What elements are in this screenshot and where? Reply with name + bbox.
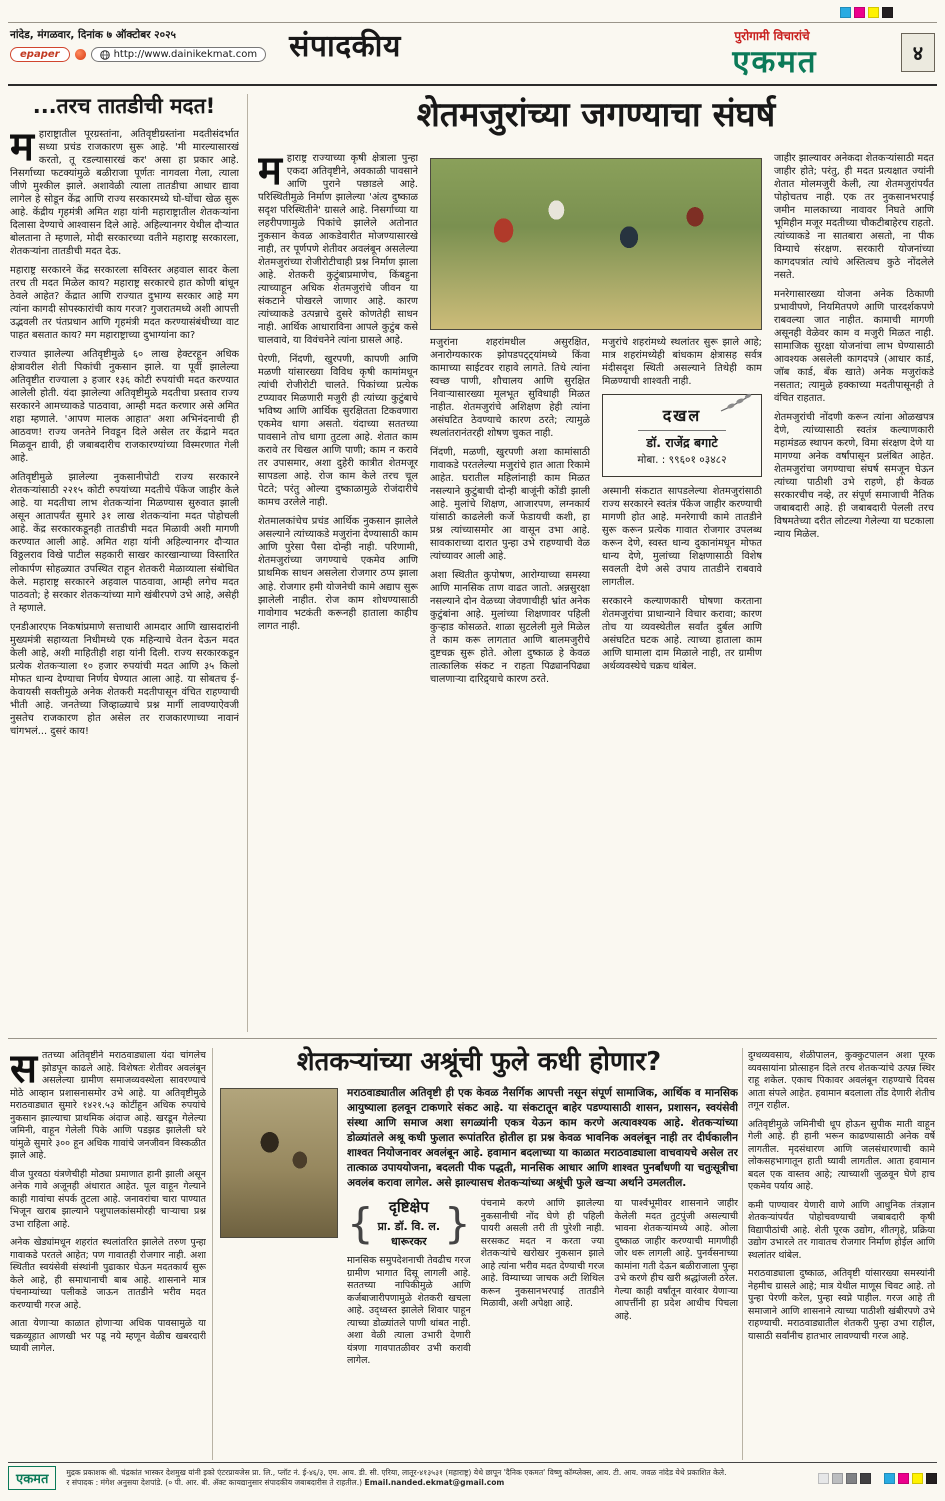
page-number: ४ [901, 33, 935, 72]
bottom-left-paragraph: आता येणाऱ्या काळात होणाऱ्या अधिक पावसामुळे या चक्रव्यूहात आणखी भर पडू नये म्हणून वेळीच खबरदारी घ्यावी लागेल. [10, 1318, 206, 1354]
main-paragraph: शेतमालकांचेच प्रचंड आर्थिक नुकसान झालेले असल्याने त्यांच्याकडे मजुरांना देण्यासाठी काम आणि पुरेसा पैसा दोन्ही नाही. परिणामी, शेतमजुरांच्या जगण्याचे एकमेव आणि प्राथमिक साधन असलेला रोजगार ठप्प झाला आहे. रोजगार हमी योजनेची कामे अद्याप सुरू झालेली नाहीत. रोज काम शोधण्यासाठी गावोगाव भटकंती करूनही हाताला काहीच लागत नाही. [258, 516, 418, 632]
registration-marks-footer-color [881, 1473, 937, 1484]
main-paragraph: जाहीर झाल्यावर अनेकदा शेतकऱ्यांसाठी मदत जाहीर होते; परंतु, ही मदत प्रत्यक्षात ज्यांनी शेतात मोलमजुरी केली, त्या शेतमजुरांपर्यंत पोहोचतच नाही. एक तर नुकसानभरपाई जमीन मालकाच्या नावावर निघते आणि भूमिहीन मजूर मदतीच्या चौकटीबाहेरच राहतो. त्यांच्याकडे ना सातबारा असतो, ना पीक विम्याचे संरक्षण. सरकारी योजनांच्या कागदपत्रांत त्यांचे अस्तित्वच कुठे नोंदलेले नसते. [774, 153, 934, 282]
main-paragraph: पेरणी, निंदणी, खुरपणी, कापणी आणि मळणी यांसारख्या विविध कृषी कामांमधून त्यांची रोजीरोटी चालते. पिकांच्या प्रत्येक टप्प्यावर मिळणारी मजुरी ही त्यांच्या कुटुंबाचे भविष्य आणि आर्थिक सुरक्षितता टिकवणारा एकमेव धागा असतो. यंदाच्या सततच्या पावसाने तोच धागा तुटला आहे. शेतात काम करावे तर चिखल आणि पाणी; काम न करावे तर उपासमार, अशा दुहेरी कात्रीत शेतमजूर सापडला आहे. रोज काम केले तरच चूल पेटते; परंतु ओल्या दुष्काळामुळे रोजंदारीचे कामच उरलेले नाही. [258, 354, 418, 509]
registration-marks-header [837, 7, 893, 18]
footer-email: Email.nanded.ekmat@gmail.com [364, 1478, 505, 1487]
bottom-main-intro: मराठवाड्यातील अतिवृष्टी ही एक केवळ नैसर्गिक आपत्ती नसून संपूर्ण सामाजिक, आर्थिक व मानसिक आयुष्याला हलवून टाकणारे संकट आहे. या संकटातून बाहेर पडण्यासाठी शासन, प्रशासन, स्वयंसेवी संस्था आणि समाज अशा सगळ्यांनी एकत्र येऊन काम करणे अत्यावश्यक आहे. शेतकऱ्यांच्या डोळ्यांतले अश्रू कधी फुलात रूपांतरित होतील हा प्रश्न केवळ भावनिक अवलंबून नाही तर दीर्घकालीन शाश्वत नियोजनावर अवलंबून आहे. हवामान बदलाच्या या काळात मराठवाड्याला वाचवायचे असेल तर तात्काळ उपाययोजना, बदलती पीक पद्धती, मानसिक आधार आणि शाश्वत पुनर्बांधणी या चतुःसूत्रीचा अवलंब करावा लागेल. असे झाल्यासच शेतकऱ्यांच्या अश्रूंची फुले खऱ्या अर्थाने उमलतील. [347, 1087, 738, 1190]
footer [8, 1466, 937, 1490]
editorial-dropcap: म [10, 128, 34, 170]
main-paragraph: महाराष्ट्र राज्याच्या कृषी क्षेत्राला पुन्हा एकदा अतिवृष्टीने, अवकाळी पावसाने आणि पुराने पछाडले आहे. परिस्थितीमुळे निर्माण झालेल्या 'अंत्य दुष्काळ सदृश परिस्थितीने' ग्रासले आहे. निसर्गाच्या या लहरीपणामुळे पिकांचे झालेले अतोनात नुकसान केवळ आकडेवारीत मोजण्यासारखे नाही, तर पूर्णपणे शेतीवर अवलंबून असलेल्या शेतमजुरांच्या रोजीरोटीचाही प्रश्न निर्माण झाला आहे. शेतकरी कुटुंबाप्रमाणेच, किंबहुना त्याच्याहून अधिक शेतमजुरांचे जीवन या संकटाने पोखरले जाणार आहे. कारण त्यांच्याकडे उत्पन्नाचे दुसरे कोणतेही साधन नाही. आर्थिक आधाराविना आपले कुटुंब कसे चालवावे, या विवंचनेने त्यांना ग्रासले आहे. [258, 152, 418, 347]
author-box-divider [638, 430, 726, 431]
bottom-main-paragraph: पंचनामे करणे आणि झालेल्या नुकसानीची नोंद घेणे ही पहिली पायरी असली तरी ती पुरेशी नाही. सरसकट मदत न करता ज्या शेतकऱ्यांचे खरोखर नुकसान झाले आहे त्यांना भरीव मदत देण्याची गरज आहे. विम्याच्या जाचक अटी शिथिल करून नुकसानभरपाई तातडीने मिळावी, अशी अपेक्षा आहे. [480, 1198, 605, 1310]
main-paragraph: अस्मानी संकटात सापडलेल्या शेतमजुरांसाठी राज्य सरकारने स्वतंत्र पॅकेज जाहीर करण्याची मागणी होत आहे. मनरेगाची कामे तातडीने सुरू करून प्रत्येक गावात रोजगार उपलब्ध करून देणे, स्वस्त धान्य दुकानांमधून मोफत धान्य देणे, मुलांच्या शिक्षणासाठी विशेष सवलती देणे असे उपाय तातडीने राबवावे लागतील. [602, 485, 762, 589]
bottom-right-article [748, 1050, 935, 1460]
author-box-title: दृष्टिक्षेप [388, 1198, 429, 1217]
bottom-right-paragraph: कमी पाण्यावर येणारी वाणे आणि आधुनिक तंत्रज्ञान शेतकऱ्यांपर्यंत पोहोचवण्याची जबाबदारी कृषी विद्यापीठांची आहे. शेती पूरक उद्योग, शीतगृहे, प्रक्रिया उद्योग उभारले तर गावातच रोजगार निर्माण होईल आणि स्थलांतर थांबेल. [748, 1199, 935, 1261]
column-rule-bottom-left [212, 1048, 213, 1460]
epaper-icon [75, 49, 86, 60]
main-paragraph: शेतमजुरांची नोंदणी करून त्यांना ओळखपत्र देणे, त्यांच्यासाठी स्वतंत्र कल्याणकारी महामंडळ स्थापन करणे, विमा संरक्षण देणे या मागण्या अनेक वर्षांपासून प्रलंबित आहेत. शेतमजुरांचा जगण्याचा संघर्ष समजून घेऊन त्यांच्या पाठीशी उभे राहणे, ही केवळ सरकारचीच नव्हे, तर संपूर्ण समाजाची नैतिक जबाबदारी आहे. ही जबाबदारी पेलली तरच विषमतेच्या दरीत लोटल्या गेलेल्या या घटकाला न्याय मिळेल. [774, 412, 934, 541]
epaper-bar [10, 47, 266, 62]
author-phone: मोबा. : ९९६०१ ०३४८२ [637, 453, 727, 466]
bottom-left-paragraph: वीज पुरवठा यंत्रणेचीही मोठ्या प्रमाणात हानी झाली असून अनेक गावे अजूनही अंधारात आहेत. पूल वाहून गेल्याने काही गावांचा संपर्क तुटला आहे. जनावरांचा चारा पाण्यात भिजून खराब झाल्याने पशुपालकांसमोरही चाऱ्याचा प्रश्न उभा राहिला आहे. [10, 1168, 206, 1230]
bottom-main-column-2 [481, 1198, 605, 1368]
dateline: नांदेड, मंगळवार, दिनांक ७ ऑक्टोबर २०२५ [10, 29, 176, 41]
epaper-button[interactable]: epaper [10, 47, 70, 62]
bottom-right-paragraph: मराठवाड्याला दुष्काळ, अतिवृष्टी यांसारख्या समस्यांनी नेहमीच ग्रासले आहे; मात्र येथील माणूस चिवट आहे. तो पुन्हा पेरणी करेल, पुन्हा स्वप्ने पाहील. गरज आहे ती समाजाने आणि शासनाने त्याच्या पाठीशी खंबीरपणे उभे राहण्याची. मराठवाड्यातील शेतकरी पुन्हा उभा राहील, यासाठी सर्वांनीच हातभार लावण्याची गरज आहे. [748, 1268, 935, 1342]
registration-marks-footer-gray [815, 1473, 871, 1484]
bottom-left-article [10, 1050, 206, 1460]
bottom-main-column-1 [347, 1198, 471, 1368]
author-name: डॉ. राजेंद्र बगाटे [646, 435, 718, 451]
bottom-right-paragraph: अतिवृष्टीमुळे जमिनीची धूप होऊन सुपीक माती वाहून गेली आहे. ही हानी भरून काढण्यासाठी अनेक वर्षे लागतील. मृदसंधारण आणि जलसंधारणाची कामे लोकसहभागातून हाती घ्यावी लागतील. आता हवामान बदल एक वास्तव आहे; त्याच्याशी जुळवून घेणे हाच एकमेव पर्याय आहे. [748, 1118, 935, 1192]
main-paragraph: मजुरांचे शहरांमध्ये स्थलांतर सुरू झाले आहे; मात्र शहरांमध्येही बांधकाम क्षेत्रासह सर्वत्र मंदीसदृश स्थिती असल्याने तिथेही काम मिळण्याची शाश्वती नाही. [602, 337, 762, 388]
editorial-paragraph: महाराष्ट्र सरकारने केंद्र सरकारला सविस्तर अहवाल सादर केला तरच ती मदत मिळेल काय? महाराष्ट्र सरकारचे हात कोणी बांधून ठेवले आहेत? केंद्रात आणि राज्यात दुभाग्य सरकार आहे मग त्यांना कागदी सोपस्कारांची काय गरज? गुजरातमध्ये अशी आपत्ती उद्भवली तर पंतप्रधान आणि गृहमंत्री मदत करण्यासंबंधीच्या वाट पाहत बसतात काय? मग महाराष्ट्राच्या दुभाग्यांना का? [10, 265, 239, 342]
main-article-photo [430, 158, 762, 330]
main-column-1 [258, 152, 418, 1032]
editorial-body [10, 128, 239, 1030]
globe-icon [100, 50, 110, 60]
bottom-left-paragraph: अनेक खेड्यांमधून शहरांत स्थलांतरित झालेले तरुण पुन्हा गावाकडे परतले आहेत; पण गावातही रोजगार नाही. अशा स्थितीत स्वयंसेवी संस्थांनी पुढाकार घेऊन मदतकार्य सुरू केले आहे, ही समाधानाची बाब आहे. शासनाने मात्र पंचनाम्यांच्या पलीकडे जाऊन तातडीने भरीव मदत करण्याची गरज आहे. [10, 1237, 206, 1311]
bottom-article-photo [220, 1088, 338, 1238]
section-title: संपादकीय [289, 29, 401, 64]
footer-rule [8, 1462, 937, 1463]
author-name: प्रा. डॉ. वि. ल. धारूरकर [377, 1220, 441, 1248]
main-dropcap: म [258, 152, 282, 194]
bottom-left-dropcap: स [10, 1050, 38, 1092]
main-paragraph: मनरेगासारख्या योजना अनेक ठिकाणी प्रभावीपणे, नियमितपणे आणि पारदर्शकपणे राबवल्या जात नाहीत. कामाची मागणी असूनही वेळेवर काम व मजुरी मिळत नाही. सामाजिक सुरक्षा योजनांचा लाभ घेण्यासाठी आवश्यक असलेली कागदपत्रे (आधार कार्ड, जॉब कार्ड, बँक खाते) अनेक मजुरांकडे नसतात; त्यामुळे हक्काच्या मदतीपासूनही ते वंचित राहतात. [774, 289, 934, 405]
bottom-main-paragraph: या पार्श्वभूमीवर शासनाने जाहीर केलेली मदत तुटपुंजी असल्याची भावना शेतकऱ्यांमध्ये आहे. ओला दुष्काळ जाहीर करण्याची मागणीही जोर धरू लागली आहे. पुनर्वसनाच्या कामांना गती देऊन बळीराजाला पुन्हा उभे करणे हीच खरी श्रद्धांजली ठरेल. गेल्या काही वर्षांतून वारंवार येणाऱ्या आपत्तींनी हा प्रदेश आधीच पिचला आहे. [614, 1198, 738, 1322]
editorial-paragraph: अतिवृष्टीमुळे झालेल्या नुकसानीपोटी राज्य सरकारने शेतकऱ्यांसाठी २२१५ कोटी रुपयांच्या मदतीचे पॅकेज जाहीर केले आहे. या मदतीचा लाभ शेतकऱ्यांना मिळण्यास सुरुवात झाली असून आतापर्यंत सुमारे ३१ लाख शेतकऱ्यांना मदत पोहोचली आहे. केंद्र सरकारकडूनही तातडीची मदत मिळावी अशी मागणी करण्यात आली आहे. अमित शहा यांनी अहिल्यानगर दौऱ्यात विठ्ठलराव विखे पाटील सहकारी साखर कारखान्याच्या विस्तारित लोकार्पण सोहळ्यात उपस्थित राहून शेतकरी मेळाव्याला संबोधित केले. महाराष्ट्र सरकारने अहवाल पाठवावा, आम्ही लगेच मदत पाठवतो; हे सरकार शेतकऱ्यांच्या मागे खंबीरपणे उभे आहे, असेही ते म्हणाले. [10, 472, 239, 614]
main-paragraph: मजुरांना शहरांमधील असुरक्षित, अनारोग्यकारक झोपडपट्ट्यांमध्ये किंवा कामाच्या साईटवर राहावे लागते. तिथे त्यांना स्वच्छ पाणी, शौचालय आणि सुरक्षित निवाऱ्यासारख्या मूलभूत सुविधाही मिळत नाहीत. शेतमजुरांचे अशिक्षण हेही त्यांना असंघटित ठेवण्याचे कारण ठरते; त्यामुळे स्थलांतरानंतरही शोषण चुकत नाही. [430, 337, 590, 440]
masthead-tagline: पुरोगामी विचारांचे [734, 29, 810, 43]
author-box-dakhal [602, 394, 762, 477]
author-box-drishtikshep [347, 1198, 471, 1249]
bottom-main-paragraph: मानसिक समुपदेशनाची तेवढीच गरज ग्रामीण भागात दिसू लागली आहे. सततच्या नापिकीमुळे आणि कर्जबाजारीपणामुळे शेतकरी खचला आहे. उद्ध्वस्त झालेले शिवार पाहून त्याच्या डोळ्यांतले पाणी थांबत नाही. अशा वेळी त्याला उभारी देणारी यंत्रणा गावपातळीवर उभी करावी लागेल. [347, 1255, 471, 1367]
header-bottom-rule [8, 84, 937, 86]
section-divider [8, 1038, 937, 1039]
bottom-left-paragraph: सततच्या अतिवृष्टीने मराठवाड्याला यंदा चांगलेच झोडपून काढले आहे. विशेषतः शेतीवर अवलंबून असलेल्या ग्रामीण समाजव्यवस्थेला सावरण्याचे मोठे आव्हान प्रशासनासमोर उभे आहे. या अतिवृष्टीमुळे मराठवाड्यात सुमारे १४२१.५३ कोटींहून अधिक रुपयांचे नुकसान झाल्याचा प्राथमिक अंदाज आहे. खरडून गेलेल्या जमिनी, वाहून गेलेली पिके आणि पडझड झालेली घरे यांमुळे सुमारे ३०० हून अधिक गावांचे जनजीवन विस्कळीत झाले आहे. [10, 1050, 206, 1161]
bottom-main-column-3 [614, 1198, 738, 1368]
bottom-main-columns [347, 1198, 738, 1368]
footer-imprint [66, 1468, 805, 1489]
editorial-paragraph: एनडीआरएफ निकषांप्रमाणे सत्ताधारी आमदार आणि खासदारांनी मुख्यमंत्री सहाय्यता निधीमध्ये एक महिन्याचे वेतन देऊन मदत केली आहे, अशी माहितीही शहा यांनी दिली. राज्य सरकारकडून प्रत्येक शेतकऱ्याला १० हजार रुपयांची मदत आणि ३५ किलो मोफत धान्य देण्याचा निर्णय घेण्यात आला आहे. या सोबतच ई-केवायसी सक्तीमुळे अनेक शेतकरी मदतीपासून वंचित राहण्याची भीती आहे. जनतेच्या जिव्हाळ्याचे प्रश्न मार्गी लावण्याऐवजी नुसतेच राजकारण होत असेल तर राजकारणाच्या नावानं चांगभलं... दुसरं काय! [10, 621, 239, 737]
bottom-main-lead [220, 1086, 738, 1191]
main-paragraph: सरकारने कल्याणकारी घोषणा करताना शेतमजुरांचा प्राधान्याने विचार करावा; कारण तोच या व्यवस्थेतील सर्वांत दुर्बल आणि असंघटित घटक आहे. त्याच्या हाताला काम आणि घामाला दाम मिळाले नाही, तर ग्रामीण अर्थव्यवस्थेचे चक्रच थांबेल. [602, 596, 762, 673]
editorial-paragraph: महाराष्ट्रातील पूरग्रस्तांना, अतिवृष्टीग्रस्तांना मदतीसंदर्भात सध्या प्रचंड राजकारण सुरू आहे. 'मी मारल्यासारखं करतो, तू रडल्यासारखं कर' असा हा प्रकार आहे. निसर्गाच्या फटक्यांमुळे बळीराजा पूर्णतः नागवला गेला, त्याला जीणे मुश्कील झाले. अशावेळी त्याला तातडीचा आधार द्यावा लागेल हे सोडून केंद्र आणि राज्य सरकारमध्ये घो-घोंचा खेळ सुरू आहे. केंद्रीय गृहमंत्री अमित शहा यांनी महाराष्ट्रातील शेतकऱ्यांना दिलासा देण्याचे आश्वासन दिले आहे. अहिल्यानगर येथील दौऱ्यात बोलताना ते म्हणाले, मोदी सरकारच्या वतीने महाराष्ट्र सरकारला, शेतकऱ्यांना तातडीची मदत देऊ. [10, 128, 239, 258]
editorial-headline: ...तरच तातडीची मदत! [32, 94, 216, 118]
bottom-right-paragraph: दुग्धव्यवसाय, शेळीपालन, कुक्कुटपालन अशा पूरक व्यवसायांना प्रोत्साहन दिले तरच शेतकऱ्यांचे उत्पन्न स्थिर राहू शकेल. एकाच पिकावर अवलंबून राहण्याचे दिवस आता संपले आहेत. हवामान बदलाला तोंड देणारी शेतीच तगून राहील. [748, 1050, 935, 1111]
author-box-title: दखल [662, 406, 702, 426]
bottom-main-headline: शेतकऱ्यांच्या अश्रूंची फुले कधी होणार? [296, 1047, 662, 1077]
left-brace-icon: { [347, 1198, 374, 1248]
right-brace-icon: } [443, 1198, 471, 1248]
editorial-paragraph: राज्यात झालेल्या अतिवृष्टीमुळे ६० लाख हेक्टरहून अधिक क्षेत्रावरील शेती पिकांची नुकसान झाले. या पूर्वी झालेल्या अतिवृष्टीत राज्याला ३ हजार १३६ कोटी रुपयांची मदत करण्यात आलेली होती. यंदा झालेल्या अतिवृष्टीमुळे मदतीचा प्रस्ताव राज्य सरकारने आमच्याकडे पाठवावा, आम्ही मदत करणार असे अमित शहा म्हणाले. 'आपण मालक आहात' अशा अभिनंदनाची ही आठवण! राज्य जनतेने निवडून दिले असेल तर केंद्राने मदत मिळवून द्यावी, ही जबाबदारीच राजकारण्यांच्या विस्मरणात गेली आहे. [10, 349, 239, 465]
footer-brand: एकमत [8, 1466, 56, 1490]
branch-icon [719, 391, 753, 413]
footer-line2: र संपादक : मंगेश अनुसया देशपांडे. (० पी. आर. बी. ॲक्ट कायद्यानुसार संपादकीय जबाबदारीस ते राहतील.) [66, 1478, 363, 1487]
website-link[interactable] [91, 47, 267, 62]
main-paragraph: अशा स्थितीत कुपोषण, आरोग्याच्या समस्या आणि मानसिक ताण वाढत जातो. अन्नसुरक्षा नसल्याने दोन वेळच्या जेवणाचीही भ्रांत अनेक कुटुंबांना आहे. मुलांच्या शिक्षणावर पहिली कुऱ्हाड कोसळते. शाळा सुटलेली मुले मिळेल ते काम करू लागतात आणि बालमजुरीचे दुष्टचक्र सुरू होते. ओला दुष्काळ हे केवळ तात्कालिक संकट न राहता पिढ्यानपिढ्या चालणाऱ्या दारिद्र्याचे कारण ठरते. [430, 570, 590, 686]
main-headline: शेतमजुरांच्या जगण्याचा संघर्ष [416, 95, 776, 135]
column-rule-left [247, 94, 248, 1032]
masthead-brand: एकमत [732, 44, 818, 80]
website-url: http://www.dainikekmat.com [113, 49, 258, 60]
header-top-rule [8, 22, 937, 23]
footer-line1: मुद्रक प्रकाशक श्री. चंद्रकांत भास्कर देशमुख यांनी इको एंटरप्रायजेस प्रा. लि., प्लॉट नं. ई-४६/३, एम. आय. डी. सी. एरिया, लातूर-४१३५३१ (महाराष्ट्र) येथे छापून 'दैनिक एकमत' विष्णु कॉम्प्लेक्स, आय. टी. आय. जवळ नांदेड येथे प्रकाशित केले. [66, 1467, 727, 1477]
main-paragraph: निंदणी, मळणी, खुरपणी अशा कामांसाठी गावाकडे परतलेल्या मजुरांचे हात आता रिकामे आहेत. घरातील महिलांनाही काम मिळत नसल्याने कुटुंबाची दोन्ही बाजूंनी कोंडी झाली आहे. मुलांचे शिक्षण, आजारपण, लग्नकार्य यांसाठी काढलेली कर्जे फेडायची कशी, हा प्रश्न त्यांच्यासमोर आ वासून उभा आहे. सावकाराच्या दारात पुन्हा उभे राहण्याची वेळ त्यांच्यावर आली आहे. [430, 447, 590, 563]
main-column-4 [774, 152, 934, 1032]
column-rule-bottom-right [742, 1048, 743, 1460]
bottom-main-article [220, 1042, 738, 1460]
